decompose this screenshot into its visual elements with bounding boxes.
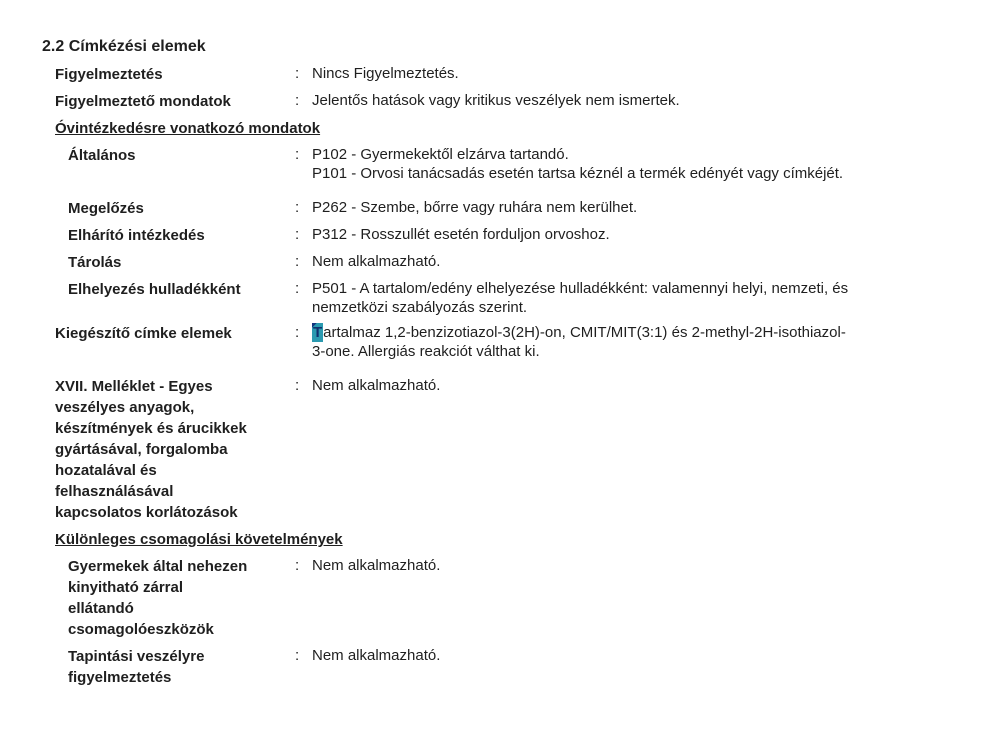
field-label: Figyelmeztető mondatok (55, 93, 231, 110)
field-label (42, 376, 295, 523)
value-line: P102 - Gyermekektől elzárva tartandó. (312, 146, 569, 163)
colon-separator: : (295, 199, 300, 216)
subsection-heading-ovintezkedes: Óvintézkedésre vonatkozó mondatok (55, 120, 321, 137)
label-line: kapcsolatos korlátozások (55, 504, 238, 521)
field-value: Nincs Figyelmeztetés. (312, 65, 459, 82)
field-label: Megelőzés (68, 200, 144, 217)
subsection-heading-csomagolas: Különleges csomagolási követelmények (55, 531, 343, 548)
label-line: XVII. Melléklet - Egyes (55, 378, 213, 395)
value-line: 3-one. Allergiás reakciót válthat ki. (312, 343, 540, 360)
field-value (312, 323, 960, 361)
value-line (312, 323, 960, 342)
field-value: Jelentős hatások vagy kritikus veszélyek nem ismertek. (312, 92, 680, 109)
value-line: nemzetközi szabályozás szerint. (312, 299, 528, 316)
colon-separator: : (295, 280, 300, 297)
field-label (42, 646, 295, 688)
field-row-tapintasi (42, 646, 960, 688)
field-row-tarolas (42, 252, 960, 273)
field-row-figyelmeztetes (42, 64, 960, 85)
colon-separator: : (295, 146, 300, 163)
field-value (312, 279, 960, 317)
label-line: kinyitható zárral (68, 579, 184, 596)
field-row-gyermekek (42, 556, 960, 640)
field-row-elharito (42, 225, 960, 246)
field-label: Elhárító intézkedés (68, 227, 205, 244)
field-value (312, 145, 960, 183)
field-row-megelozes (42, 198, 960, 219)
label-line: veszélyes anyagok, (55, 399, 195, 416)
colon-separator: : (295, 253, 300, 270)
field-row-kiegeszito (42, 323, 960, 361)
label-line: hozatalával és (55, 462, 157, 479)
label-line: készítmények és árucikkek (55, 420, 247, 437)
field-label: Kiegészítő címke elemek (55, 325, 232, 342)
colon-separator: : (295, 377, 300, 394)
label-line: Tapintási veszélyre (68, 648, 205, 665)
value-line: P501 - A tartalom/edény elhelyezése hulladékként: valamennyi helyi, nemzeti, és (312, 280, 849, 297)
label-line: gyártásával, forgalomba (55, 441, 228, 458)
field-row-elhelyezes (42, 279, 960, 317)
selected-char-highlight: T (313, 324, 323, 341)
value-line: P101 - Orvosi tanácsadás esetén tartsa kéznél a termék edényét vagy címkéjét. (312, 165, 844, 182)
field-label: Figyelmeztetés (55, 66, 163, 83)
field-value: P262 - Szembe, bőrre vagy ruhára nem kerülhet. (312, 199, 638, 216)
field-row-xvii-melleklet (42, 376, 960, 523)
field-label: Általános (68, 147, 136, 164)
label-line: ellátandó (68, 600, 134, 617)
field-value: Nem alkalmazható. (312, 647, 441, 664)
label-line: Gyermekek által nehezen (68, 558, 248, 575)
colon-separator: : (295, 324, 300, 341)
field-row-altalanos (42, 145, 960, 183)
field-value: Nem alkalmazható. (312, 253, 441, 270)
field-value: Nem alkalmazható. (312, 377, 441, 394)
colon-separator: : (295, 226, 300, 243)
field-label: Tárolás (68, 254, 122, 271)
field-label (42, 556, 295, 640)
colon-separator: : (295, 65, 300, 82)
field-row-figyelmezteto-mondatok (42, 91, 960, 112)
colon-separator: : (295, 557, 300, 574)
field-label: Elhelyezés hulladékként (68, 281, 241, 298)
colon-separator: : (295, 92, 300, 109)
section-title: 2.2 Címkézési elemek (42, 38, 206, 55)
label-line: figyelmeztetés (68, 669, 172, 686)
value-line-text: artalmaz 1,2-benzizotiazol-3(2H)-on, CMIT/MIT(3:1) és 2-methyl-2H-isothiazol- (323, 324, 846, 341)
field-value: Nem alkalmazható. (312, 557, 441, 574)
field-value: P312 - Rosszullét esetén forduljon orvoshoz. (312, 226, 610, 243)
label-line: felhasználásával (55, 483, 174, 500)
colon-separator: : (295, 647, 300, 664)
label-line: csomagolóeszközök (68, 621, 214, 638)
